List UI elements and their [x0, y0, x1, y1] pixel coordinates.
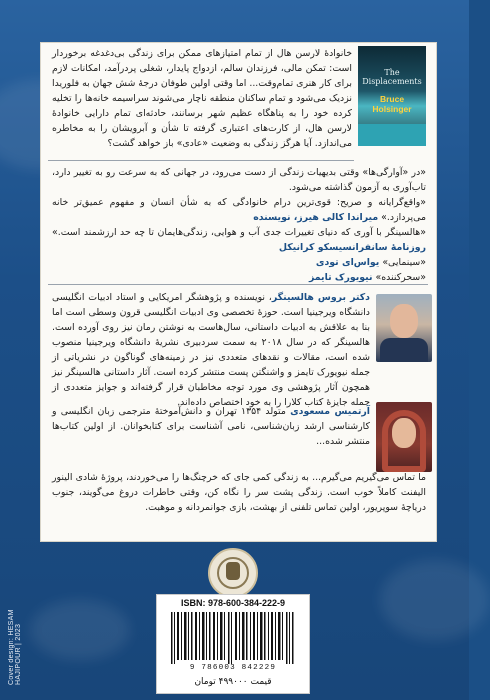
divider	[48, 284, 428, 285]
price-label: قیمت ۴۹۹۰۰۰ تومان	[194, 677, 272, 687]
translator-name: آرتمیس مسعودی	[290, 406, 371, 417]
translator-bio-text: متولد ۱۳۵۴ تهران و دانش‌آموختهٔ مترجمی زبان انگلیسی و کارشناسی ارشد زبان‌شناسی، نامی آشناست برای کتابخوانان. از اولین کتاب‌ها منتشر شده...	[52, 406, 370, 447]
author-name: دکتر بروس هالسینگر	[271, 292, 370, 303]
review-text: «هالسینگر با آوری که دنیای تغییرات جدی آب و هوایی، زندگی‌هایمان تا چه حد ارزشمند است.»	[52, 227, 426, 238]
barcode-digits: 9 786003 842229	[189, 664, 277, 672]
logo-mark	[226, 562, 240, 580]
barcode	[169, 612, 297, 664]
reviews-list	[52, 165, 426, 283]
review-source: روزنامهٔ سانفرانسیسکو کرانیکل	[278, 242, 426, 253]
review-item	[52, 255, 426, 270]
translator-face	[392, 418, 416, 448]
original-cover-thumbnail	[358, 46, 426, 146]
thumbnail-title: The Displacements	[362, 68, 422, 86]
cloud-decoration	[30, 600, 130, 660]
synopsis-text: خانوادهٔ لارسن هال از تمام امتیازهای ممکن برای زندگی بی‌دغدغه برخوردار است: تمکن مالی، فرزندان سالم، ازدواج پایدار، شغلی پردرآمد، امکانات لازم برای کار هنری تمام‌وقت... اما وقتی اولین طوفان درجهٔ شش جهان به فلوریدا نزدیک می‌شود و تمام ساکنان منطقه ناچار می‌شوند سراسیمه خانه‌ها را تخلیه کرده خود را به پناهگاه عظیم شهر برسانند، حادثه‌ای تمام دارایی خانوادهٔ لارسن هال، از کارت‌های اعتباری گرفته تا شأن و آبرویشان را به مخاطره می‌اندازد. آیا هرگز زندگی به وضعیت «عادی» باز خواهد گشت؟	[52, 48, 352, 149]
divider	[48, 160, 354, 161]
pool-illustration	[358, 124, 426, 146]
isbn-text: ISBN: 978-600-384-222-9	[180, 598, 286, 608]
cover-design-credit: Cover design: HESAM HAJIPOUR | 2023	[8, 609, 22, 685]
review-item	[52, 195, 426, 225]
author-photo	[376, 294, 432, 362]
review-source: یواس‌ای تودی	[315, 257, 380, 268]
review-item	[52, 225, 426, 255]
translator-photo	[376, 402, 432, 472]
other-books-text: ما تماس می‌گیریم می‌گیرم... به زندگی کمی جای که خرچنگ‌ها را می‌خوردند، پروژهٔ شادی الینور الیفنت کاملاً خوب است. زندگی پشت سر را نگاه کن، وقتی خاطرات دروغ می‌گویند، جنوب دریاچهٔ سوپریور، اولین تماس تلفنی از بهشت، بازی جوانمردانه و موهبت.	[52, 472, 426, 513]
author-bio	[52, 290, 370, 408]
barcode-graphic	[169, 612, 297, 664]
review-source: میراندا کالی هیرز، نویسنده	[253, 212, 379, 223]
author-face	[390, 304, 418, 338]
review-item	[52, 165, 426, 195]
review-item	[52, 270, 426, 285]
author-bio-text: ، نویسنده و پژوهشگر امریکایی و استاد ادبیات انگلیسی دانشگاه ویرجینیا است. حوزهٔ تخصصی وی ادبیات انگلیسی قرون وسطی است اما بنا به علاقش به ادبیات داستانی، سال‌هاست به نوشتن رمان نیز روی آورده است. هالسینگر که در سال ۲۰۱۸ به سمت سردبیری نشریهٔ دانشگاه ویرجینیا منصوب شده است، مقالات و نقدهای متعددی نیز در زمینه‌های گوناگون در نشریاتی از جمله نیویورک تایمز و واشنگتن پست منتشر کرده است. آثار داستانی هالسینگر نیز همچون آثار پژوهشی وی مورد توجه مخاطبان قرار گرفته‌اند و جوایز متعددی از جمله جایزهٔ کتاب کلارا را به خود اختصاص داده‌اند.	[52, 292, 370, 408]
review-source: نیویورک تایمز	[308, 272, 373, 283]
publisher-logo	[208, 548, 258, 598]
translator-bio	[52, 404, 371, 447]
review-text: «واقع‌گرایانه و صریح: قوی‌ترین درام خانوادگی که به شأن انسان و مفهوم عمیق‌تر خانه می‌پردازد.»	[52, 197, 426, 223]
thumbnail-author: Bruce Holsinger	[372, 94, 412, 114]
review-text: «سحرکننده»	[375, 272, 426, 283]
author-suit	[380, 338, 428, 362]
cloud-decoration	[380, 560, 490, 640]
review-text: «در «آوارگی‌ها» وقتی بدیهیات زندگی از دست می‌رود، در جهانی که به سرعت رو به تغییر دارد، تاب‌آوری به آزمون گذاشته می‌شود.	[52, 167, 426, 193]
review-text: «سینمایی»	[382, 257, 426, 268]
barcode-box	[156, 594, 310, 694]
